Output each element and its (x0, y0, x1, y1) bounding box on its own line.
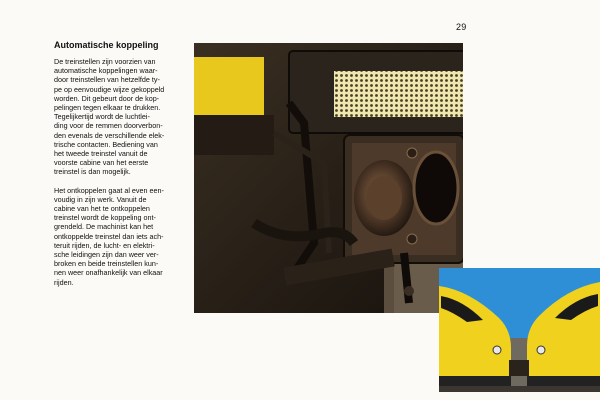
electrical-contacts (334, 71, 463, 117)
paragraph-uncoupling: Het ontkoppelen gaat al even een- voudig in zijn werk. Vanuit de cabine van het te ontkoppelen treinstel wordt de koppeling ont- grendeld. De machinist kan het ontkoppelde treinstel dan iets ach- teruit rijden, de lucht- en elektri- sche leidingen zijn dan weer ver- broken en beide treinstellen kun- nen weer onafhankelijk van elkaar rijden. (54, 185, 164, 287)
coupler-photo (194, 43, 463, 313)
body-text (54, 57, 192, 296)
section-heading: Automatische koppeling (54, 40, 159, 50)
coupled-trains-photo (439, 268, 600, 392)
train-body-yellow (194, 57, 264, 115)
coupled-couplers (509, 360, 529, 376)
paragraph-coupling: De treinstellen zijn voorzien van automatische koppelingen waar- door treinstellen van hetzelfde ty- pe op eenvoudige wijze gekoppeld worden. Dit gebeurt door de kop- pelingen tegen elkaar te drukken. Tegelijkertijd wordt de luchtlei- ding voor de remmen doorverbon- den evenals de verschillende elek- trische contacten. Bediening van het tweede treinstel vanuit de voorste cabine van het eerste treinstel is dan mogelijk. (54, 57, 165, 177)
coupler-funnel (414, 152, 458, 224)
page-number: 29 (456, 22, 467, 32)
